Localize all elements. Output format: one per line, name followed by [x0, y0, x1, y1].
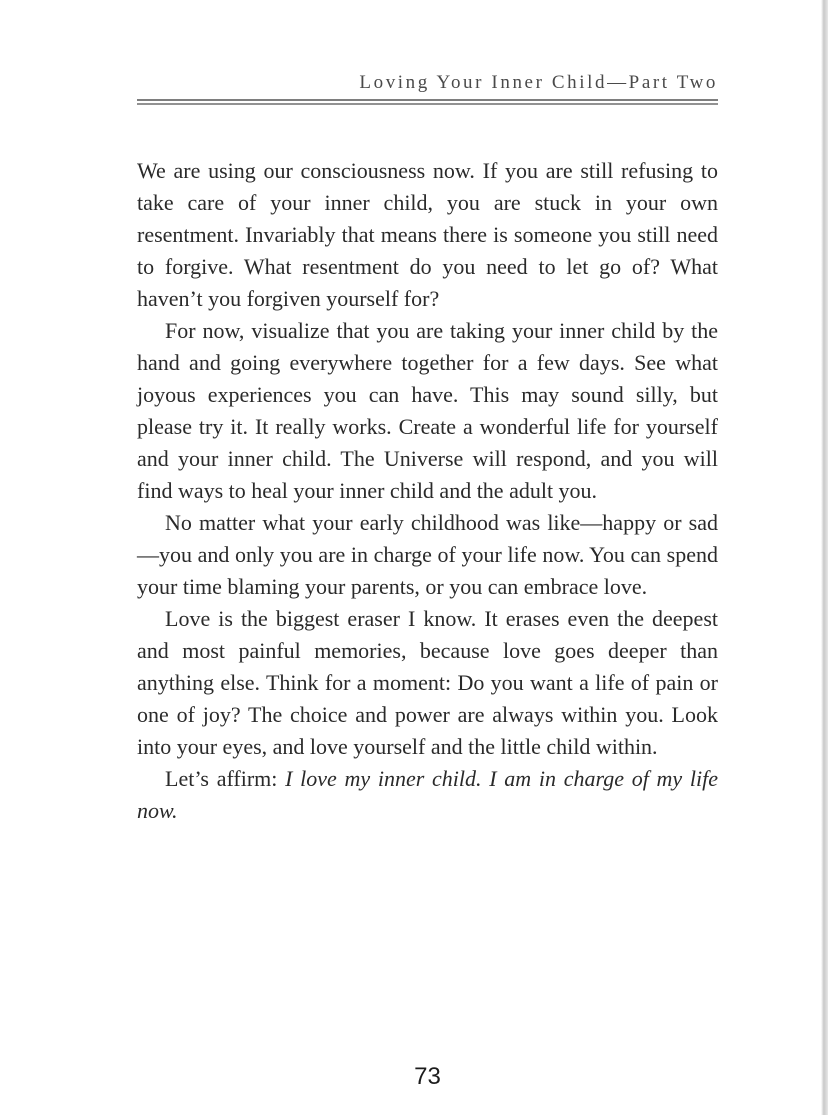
- paragraph: Love is the biggest eraser I know. It erases even the deepest and most painful memories, because love goes deeper than anything else. Think for a moment: Do you want a life of pain or one of joy? The choice and power are always within you. Look into your eyes, and love yourself and the little child within.: [137, 606, 718, 759]
- paragraph: We are using our consciousness now. If you are still refusing to take care of your inner child, you are stuck in your own resentment. Invariably that means there is someone you still need to forgive. What resentment do you need to let go of? What haven’t you forgiven yourself for?: [137, 158, 718, 311]
- page-edge-shadow: [821, 0, 828, 1115]
- paragraph: For now, visualize that you are taking your inner child by the hand and going everywhere together for a few days. See what joyous experiences you can have. This may sound silly, but please try it. It really works. Create a wonderful life for yourself and your inner child. The Universe will respond, and you will find ways to heal your inner child and the adult you.: [137, 318, 718, 503]
- running-header: [137, 0, 718, 105]
- affirmation-text: I love my inner child. I am in charge of my life now.: [137, 766, 719, 823]
- page-number: 73: [414, 1063, 441, 1090]
- paragraph: No matter what your early childhood was like—happy or sad—you and only you are in charge of your life now. You can spend your time blaming your parents, or you can embrace love.: [137, 510, 718, 599]
- affirmation-paragraph: [137, 763, 718, 827]
- running-header-title: Loving Your Inner Child—Part Two: [359, 72, 718, 93]
- affirmation-lead: Let’s affirm:: [165, 766, 286, 791]
- header-double-rule: [137, 99, 718, 105]
- page-body: [137, 155, 718, 827]
